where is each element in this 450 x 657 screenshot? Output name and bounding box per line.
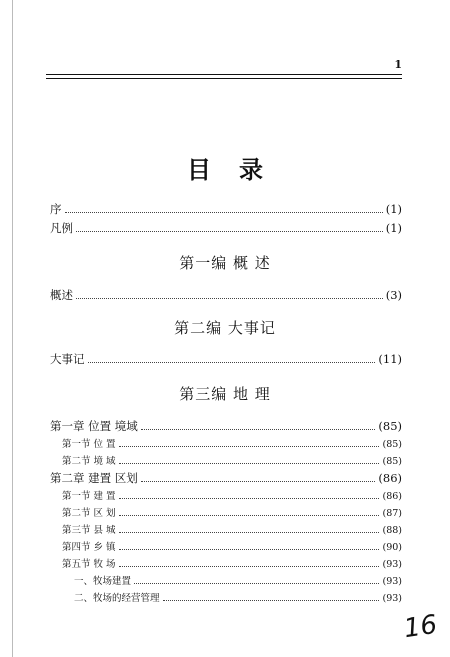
toc-entry-label: 第一节 位 置 bbox=[62, 439, 116, 450]
toc-entry-label: 大事记 bbox=[50, 352, 85, 366]
toc-entry-conventions[interactable] bbox=[50, 220, 402, 238]
toc-page-number: (3) bbox=[385, 288, 402, 302]
toc-leader-dots bbox=[65, 212, 383, 213]
toc-entry-section[interactable] bbox=[62, 556, 402, 574]
toc-entry-preface[interactable] bbox=[50, 201, 402, 219]
toc-page-number: (90) bbox=[382, 542, 402, 553]
toc-page-number: (86) bbox=[378, 471, 402, 485]
toc-leader-dots bbox=[119, 446, 380, 447]
toc-entry-subsection[interactable] bbox=[74, 573, 402, 591]
toc-entry-label: 一、牧场建置 bbox=[74, 576, 132, 587]
toc-leader-dots bbox=[119, 463, 380, 464]
toc-leader-dots bbox=[119, 566, 380, 567]
page-number: 1 bbox=[394, 58, 402, 71]
toc-entry-label: 第二节 区 划 bbox=[62, 508, 116, 519]
toc-page-number: (85) bbox=[378, 419, 402, 433]
toc-entry-label: 第一节 建 置 bbox=[62, 491, 116, 502]
toc-leader-dots bbox=[119, 498, 380, 499]
toc-leader-dots bbox=[119, 549, 380, 550]
toc-entry-label: 第二节 境 域 bbox=[62, 456, 116, 467]
toc-entry-chronicle[interactable] bbox=[50, 351, 402, 369]
toc-leader-dots bbox=[76, 298, 383, 299]
toc-leader-dots bbox=[119, 532, 380, 533]
handwritten-page-note: 16 bbox=[402, 609, 440, 645]
toc-entry-chapter[interactable] bbox=[50, 470, 402, 488]
toc-entry-section[interactable] bbox=[62, 436, 402, 454]
toc-entry-section[interactable] bbox=[62, 505, 402, 523]
toc-entry-label: 序 bbox=[50, 202, 62, 216]
toc-page-number: (11) bbox=[378, 352, 402, 366]
toc-page-number: (93) bbox=[382, 593, 402, 604]
toc-leader-dots bbox=[141, 429, 376, 430]
toc-entry-label: 凡例 bbox=[50, 221, 73, 235]
toc-page-number: (93) bbox=[382, 559, 402, 570]
toc-leader-dots bbox=[163, 600, 380, 601]
toc-page-number: (1) bbox=[385, 221, 402, 235]
toc-page-number: (85) bbox=[382, 439, 402, 450]
toc-leader-dots bbox=[134, 583, 379, 584]
toc-page-number: (86) bbox=[382, 491, 402, 502]
toc-entry-chapter[interactable] bbox=[50, 418, 402, 436]
toc-leader-dots bbox=[141, 481, 376, 482]
toc-entry-label: 第二章 建置 区划 bbox=[50, 471, 138, 485]
part-heading-3: 第三编 地 理 bbox=[179, 385, 271, 403]
toc-entry-section[interactable] bbox=[62, 539, 402, 557]
toc-leader-dots bbox=[88, 362, 376, 363]
toc-page-number: (88) bbox=[382, 525, 402, 536]
toc-entry-subsection[interactable] bbox=[74, 590, 402, 608]
toc-entry-label: 第三节 县 城 bbox=[62, 525, 116, 536]
header-rule bbox=[46, 74, 402, 79]
toc-page-number: (93) bbox=[382, 576, 402, 587]
toc-entry-section[interactable] bbox=[62, 522, 402, 540]
toc-entry-label: 二、牧场的经营管理 bbox=[74, 593, 160, 604]
toc-entry-label: 第五节 牧 场 bbox=[62, 559, 116, 570]
part-heading-2: 第二编 大事记 bbox=[174, 319, 276, 337]
toc-page-number: (1) bbox=[385, 202, 402, 216]
toc-leader-dots bbox=[119, 515, 380, 516]
toc-page-number: (87) bbox=[382, 508, 402, 519]
toc-entry-section[interactable] bbox=[62, 453, 402, 471]
toc-entry-label: 概述 bbox=[50, 288, 73, 302]
toc-entry-section[interactable] bbox=[62, 488, 402, 506]
toc-entry-label: 第一章 位置 境域 bbox=[50, 419, 138, 433]
toc-entry-label: 第四节 乡 镇 bbox=[62, 542, 116, 553]
toc-entry-overview[interactable] bbox=[50, 287, 402, 305]
document-title: 目录 bbox=[187, 155, 291, 184]
toc-leader-dots bbox=[76, 231, 383, 232]
part-heading-1: 第一编 概 述 bbox=[179, 254, 271, 272]
toc-page-number: (85) bbox=[382, 456, 402, 467]
